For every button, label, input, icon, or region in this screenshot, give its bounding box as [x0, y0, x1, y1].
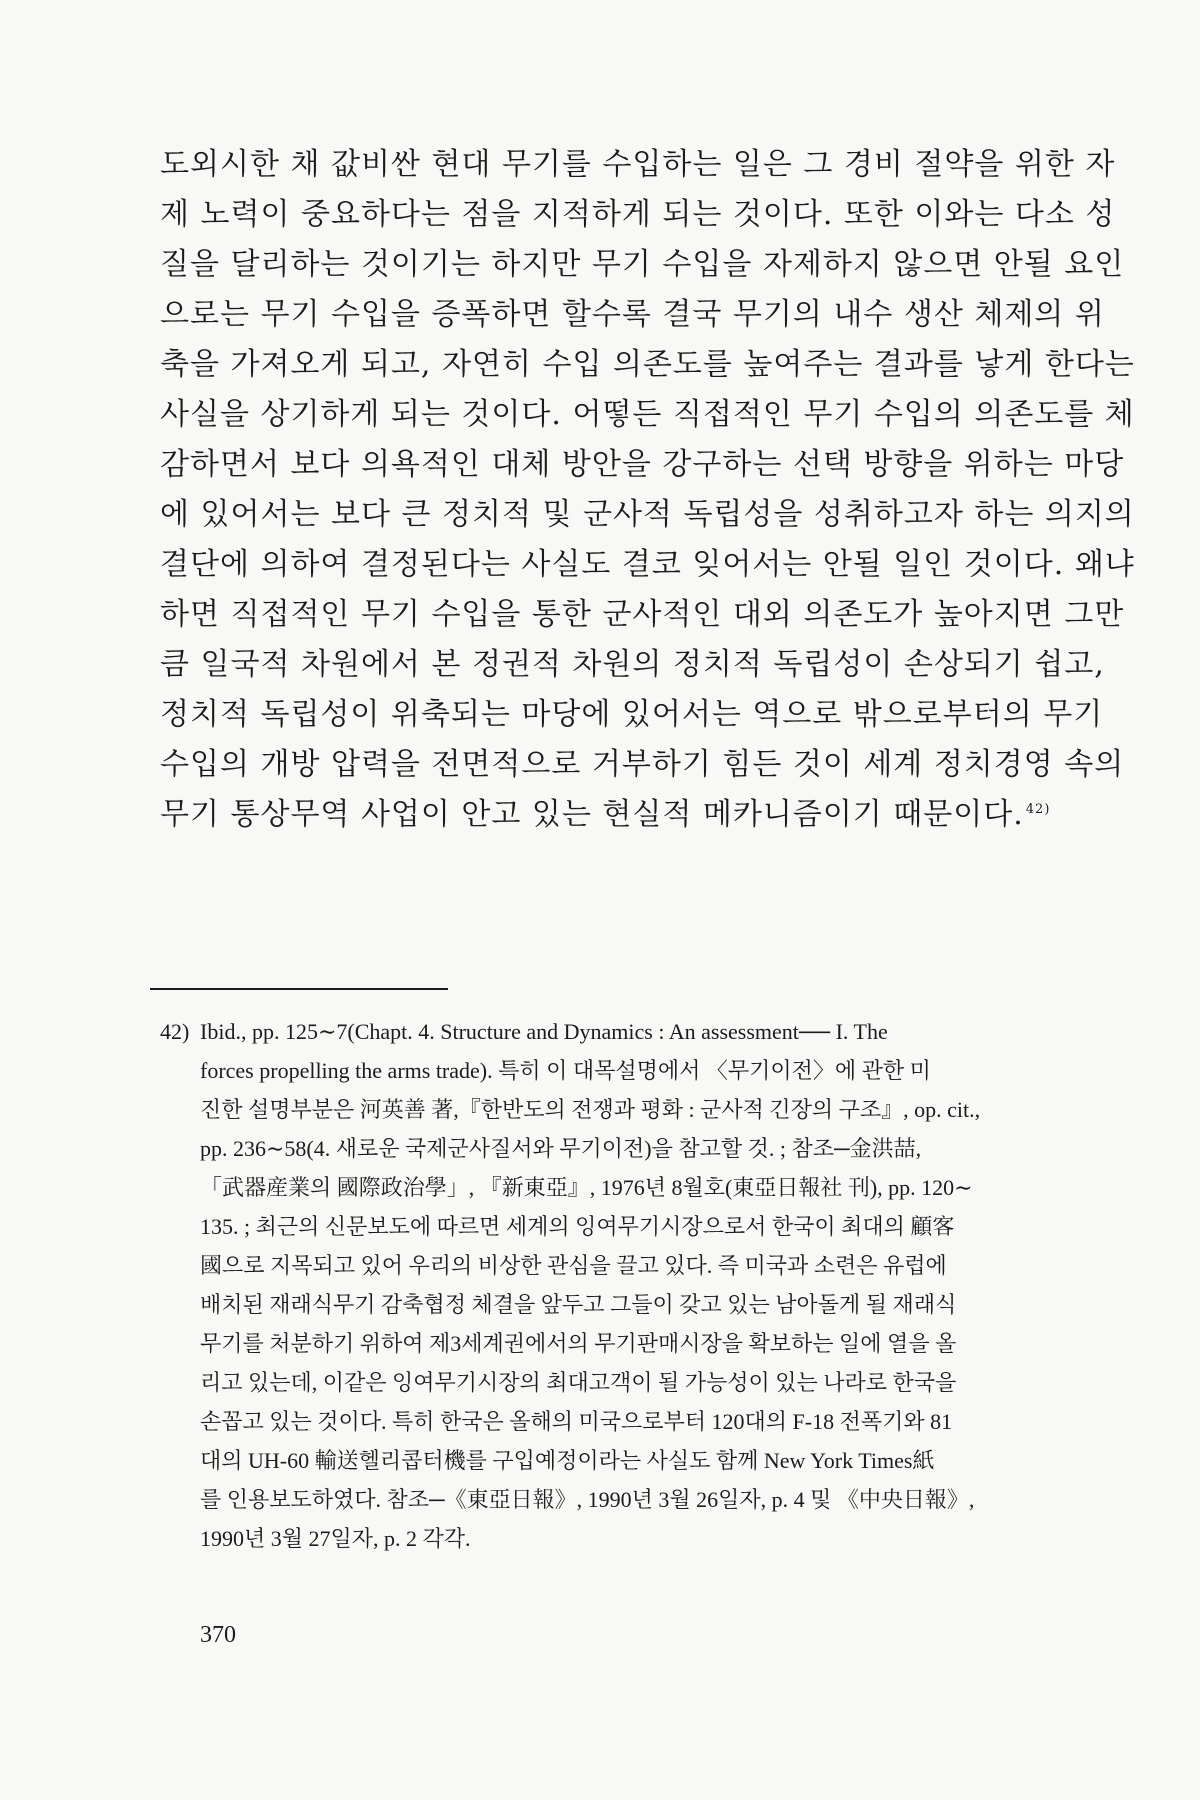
text-line: 제 노력이 중요하다는 점을 지적하게 되는 것이다. 또한 이와는 다소 성 [160, 197, 1116, 232]
page-number: 370 [200, 1622, 236, 1648]
text-line-last [160, 790, 1060, 840]
footnote-line: 1990년 3월 27일자, p. 2 각각. [200, 1526, 471, 1551]
text-line: 하면 직접적인 무기 수입을 통한 군사적인 대외 의존도가 높아지면 그만 [160, 597, 1125, 632]
footnote-line: 135. ; 최근의 신문보도에 따르면 세계의 잉여무기시장으로서 한국이 최대의 顧客 [200, 1214, 955, 1239]
footnote-divider [150, 988, 448, 990]
footnote-line: 리고 있는데, 이같은 잉여무기시장의 최대고객이 될 가능성이 있는 나라로 한국을 [200, 1370, 957, 1395]
footnote-line: 배치된 재래식무기 감축협정 체결을 앞두고 그들이 갖고 있는 남아돌게 될 재래식 [200, 1292, 957, 1317]
footnote-line: 진한 설명부분은 河英善 著,『한반도의 전쟁과 평화 : 군사적 긴장의 구조』, op. cit., [200, 1097, 981, 1122]
text-line: 에 있어서는 보다 큰 정치적 및 군사적 독립성을 성취하고자 하는 의지의 [160, 497, 1135, 532]
footnote [160, 1012, 1060, 1558]
footnote-line: 무기를 처분하기 위하여 제3세계권에서의 무기판매시장을 확보하는 일에 열을 올 [200, 1331, 957, 1356]
footnote-line: 대의 UH-60 輸送헬리콥터機를 구입예정이라는 사실도 함께 New York Times紙 [200, 1448, 935, 1473]
footnote-line: 國으로 지목되고 있어 우리의 비상한 관심을 끌고 있다. 즉 미국과 소련은 유럽에 [200, 1253, 947, 1278]
text-line: 큼 일국적 차원에서 본 정권적 차원의 정치적 독립성이 손상되기 쉽고, [160, 647, 1105, 682]
text-line: 정치적 독립성이 위축되는 마당에 있어서는 역으로 밖으로부터의 무기 [160, 697, 1104, 732]
text-line: 도외시한 채 값비싼 현대 무기를 수입하는 일은 그 경비 절약을 위한 자 [160, 147, 1116, 182]
text-line: 수입의 개방 압력을 전면적으로 거부하기 힘든 것이 세계 정치경영 속의 [160, 747, 1125, 782]
footnote-line: 를 인용보도하였다. 참조─《東亞日報》, 1990년 3월 26일자, p. 4 및 《中央日報》, [200, 1487, 975, 1512]
footnote-entry [160, 1012, 1060, 1558]
footnote-line: pp. 236∼58(4. 새로운 국제군사질서와 무기이전)을 참고할 것. ; 참조─金洪喆, [200, 1136, 922, 1161]
footnote-number: 42) [160, 1019, 190, 1044]
text-line: 으로는 무기 수입을 증폭하면 할수록 결국 무기의 내수 생산 체제의 위 [160, 297, 1105, 332]
text-line: 결단에 의하여 결정된다는 사실도 결코 잊어서는 안될 일인 것이다. 왜냐 [160, 547, 1135, 582]
text-line: 사실을 상기하게 되는 것이다. 어떻든 직접적인 무기 수입의 의존도를 체 [160, 397, 1135, 432]
footnote-line: forces propelling the arms trade). 특히 이 대목설명에서 〈무기이전〉에 관한 미 [200, 1058, 931, 1083]
main-text [160, 140, 1135, 840]
text-line: 축을 가져오게 되고, 자연히 수입 의존도를 높여주는 결과를 낳게 한다는 [160, 347, 1135, 382]
text-line: 질을 달리하는 것이기는 하지만 무기 수입을 자제하지 않으면 안될 요인 [160, 247, 1125, 282]
footnote-line: Ibid., pp. 125∼7(Chapt. 4. Structure and Dynamics : An assessment── I. The [200, 1019, 888, 1044]
footnote-line: 손꼽고 있는 것이다. 특히 한국은 올해의 미국으로부터 120대의 F-18 전폭기와 81 [200, 1409, 953, 1434]
footnote-line: 「武器産業의 國際政治學」, 『新東亞』, 1976년 8월호(東亞日報社 刊), pp. 120∼ [200, 1175, 973, 1200]
text-line: 감하면서 보다 의욕적인 대체 방안을 강구하는 선택 방향을 위하는 마당 [160, 447, 1125, 482]
last-line-text: 무기 통상무역 사업이 안고 있는 현실적 메카니즘이기 때문이다. [160, 797, 1024, 832]
footnote-body [200, 1012, 1060, 1558]
footnote-reference[interactable]: 42) [1025, 802, 1051, 817]
